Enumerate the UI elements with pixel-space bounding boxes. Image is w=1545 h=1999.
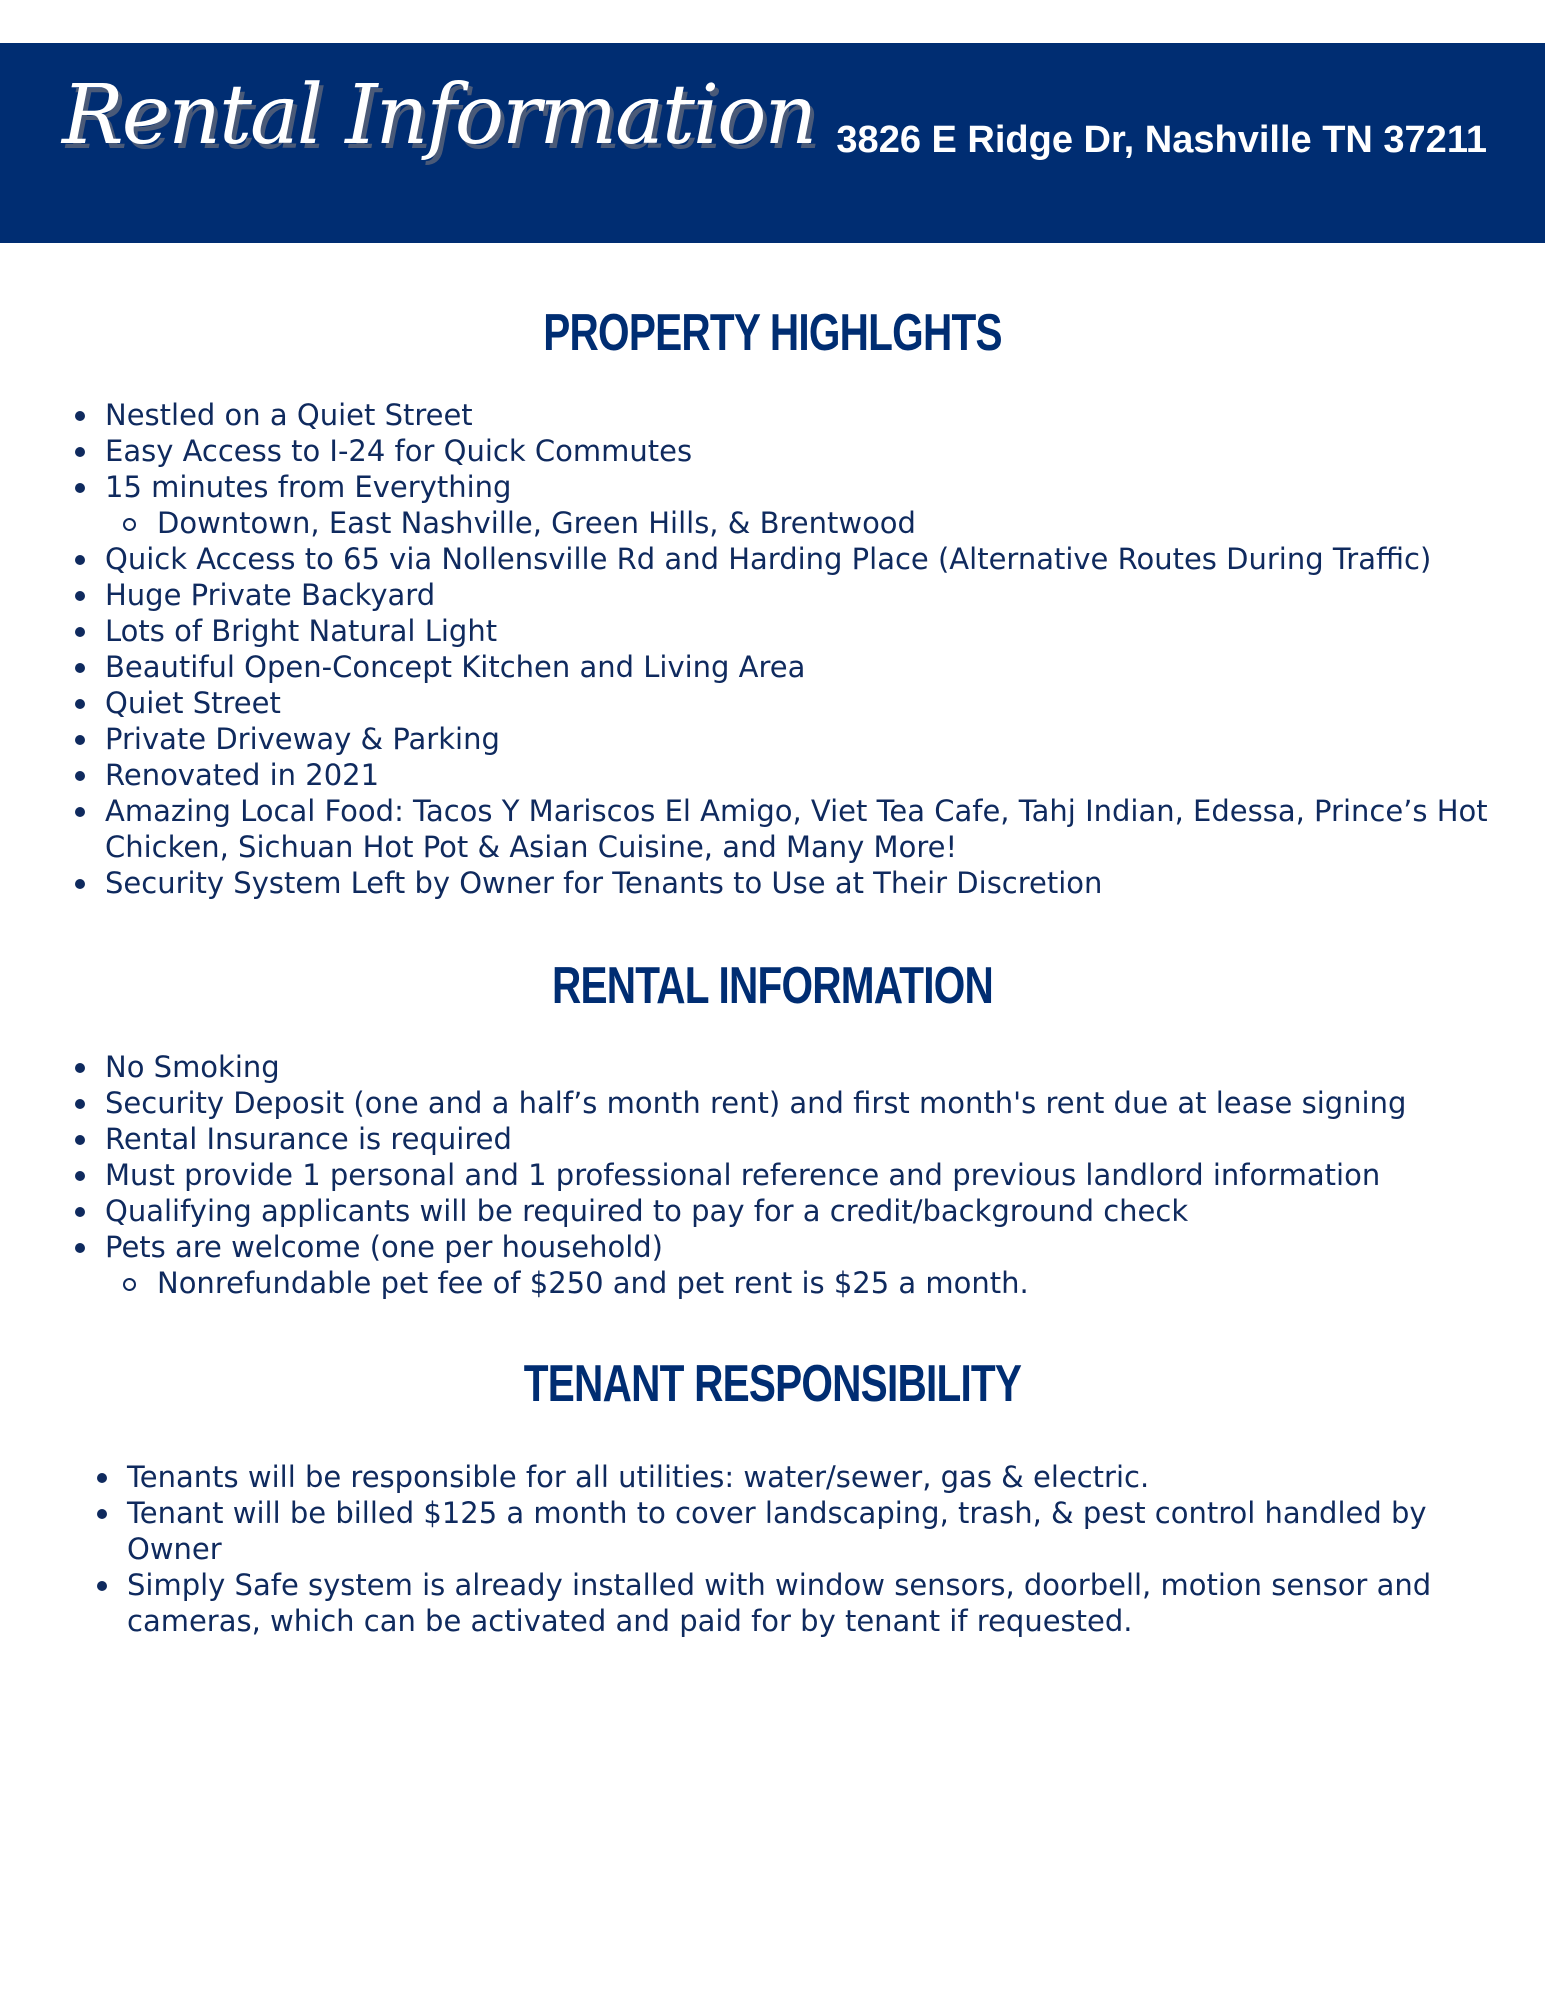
property-highlights-list: [105, 397, 1505, 901]
list-item: Quiet Street: [105, 685, 1505, 721]
list-item: Simply Safe system is already installed with window sensors, doorbell, motion sensor and cameras, which can be activated and paid for by tenant if requested.: [127, 1567, 1507, 1639]
tenant-responsibility-list: [127, 1459, 1507, 1639]
header-banner: [0, 43, 1545, 243]
rental-information-list: [105, 1049, 1505, 1301]
list-item: Lots of Bright Natural Light: [105, 613, 1505, 649]
list-item: Renovated in 2021: [105, 757, 1505, 793]
list-item: Beautiful Open-Concept Kitchen and Living Area: [105, 649, 1505, 685]
list-item: Must provide 1 personal and 1 professional reference and previous landlord information: [105, 1157, 1505, 1193]
list-item: Pets are welcome (one per household): [105, 1229, 1505, 1265]
sub-list-item: Nonrefundable pet fee of $250 and pet rent is $25 a month.: [105, 1265, 1505, 1301]
sub-list-item: Downtown, East Nashville, Green Hills, & Brentwood: [105, 505, 1505, 541]
list-item: Qualifying applicants will be required to pay for a credit/background check: [105, 1193, 1505, 1229]
banner-title: Rental Information: [62, 68, 816, 163]
list-item: No Smoking: [105, 1049, 1505, 1085]
list-item: Security Deposit (one and a half’s month rent) and first month's rent due at lease signing: [105, 1085, 1505, 1121]
section-heading-property-highlights: PROPERTY HIGHLGHTS: [543, 304, 1002, 362]
list-item: Amazing Local Food: Tacos Y Mariscos El Amigo, Viet Tea Cafe, Tahj Indian, Edessa, Prince’s Hot Chicken, Sichuan Hot Pot & Asian Cuisine, and Many More!: [105, 793, 1505, 865]
list-item: Tenant will be billed $125 a month to cover landscaping, trash, & pest control handled by Owner: [127, 1495, 1507, 1567]
section-heading-tenant-responsibility: TENANT RESPONSIBILITY: [523, 1355, 1022, 1413]
list-item: Quick Access to 65 via Nollensville Rd and Harding Place (Alternative Routes During Traffic): [105, 541, 1505, 577]
list-item: 15 minutes from Everything: [105, 469, 1505, 505]
list-item: Tenants will be responsible for all utilities: water/sewer, gas & electric.: [127, 1459, 1507, 1495]
list-item: Security System Left by Owner for Tenants to Use at Their Discretion: [105, 865, 1505, 901]
list-item: Easy Access to I-24 for Quick Commutes: [105, 433, 1505, 469]
list-item: Rental Insurance is required: [105, 1121, 1505, 1157]
list-item: Private Driveway & Parking: [105, 721, 1505, 757]
section-heading-rental-information: RENTAL INFORMATION: [551, 957, 994, 1015]
list-item: Nestled on a Quiet Street: [105, 397, 1505, 433]
list-item: Huge Private Backyard: [105, 577, 1505, 613]
property-address: 3826 E Ridge Dr, Nashville TN 37211: [836, 119, 1487, 161]
